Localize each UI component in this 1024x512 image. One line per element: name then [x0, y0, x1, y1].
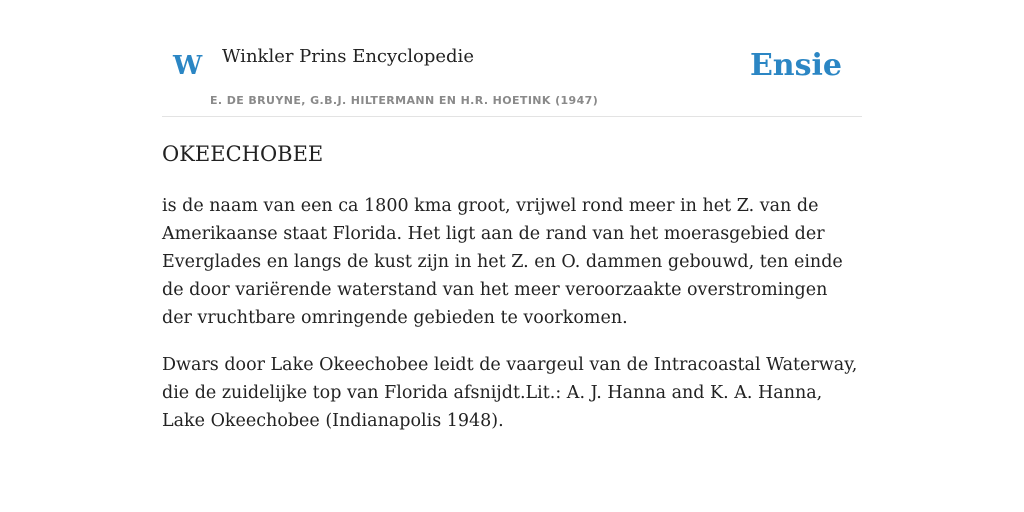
article-paragraph: is de naam van een ca 1800 kma groot, vrijwel rond meer in het Z. van de Amerikaanse staat Florida. Het ligt aan de rand van het moerasgebied der Everglades en langs de kust zijn in het Z. en O. dammen gebouwd, ten einde de door variërende waterstand van het meer veroorzaakte overstromingen der vruchtbare omringende gebieden te voorkomen. — [162, 196, 843, 328]
article-title: OKEECHOBEE — [162, 142, 324, 166]
source-authors: E. DE BRUYNE, G.B.J. HILTERMANN EN H.R. HOETINK (1947) — [210, 94, 599, 107]
source-title[interactable]: Winkler Prins Encyclopedie — [222, 46, 474, 67]
article-body — [162, 138, 862, 435]
article-paragraph: Dwars door Lake Okeechobee leidt de vaargeul van de Intracoastal Waterway, die de zuidelijke top van Florida afsnijdt.Lit.: A. J. Hanna and K. A. Hanna, Lake Okeechobee (Indianapolis 1948). — [162, 355, 858, 431]
brand-logo-link[interactable]: Ensie — [749, 48, 842, 83]
source-logo: W — [173, 51, 203, 81]
source-header — [162, 0, 862, 117]
